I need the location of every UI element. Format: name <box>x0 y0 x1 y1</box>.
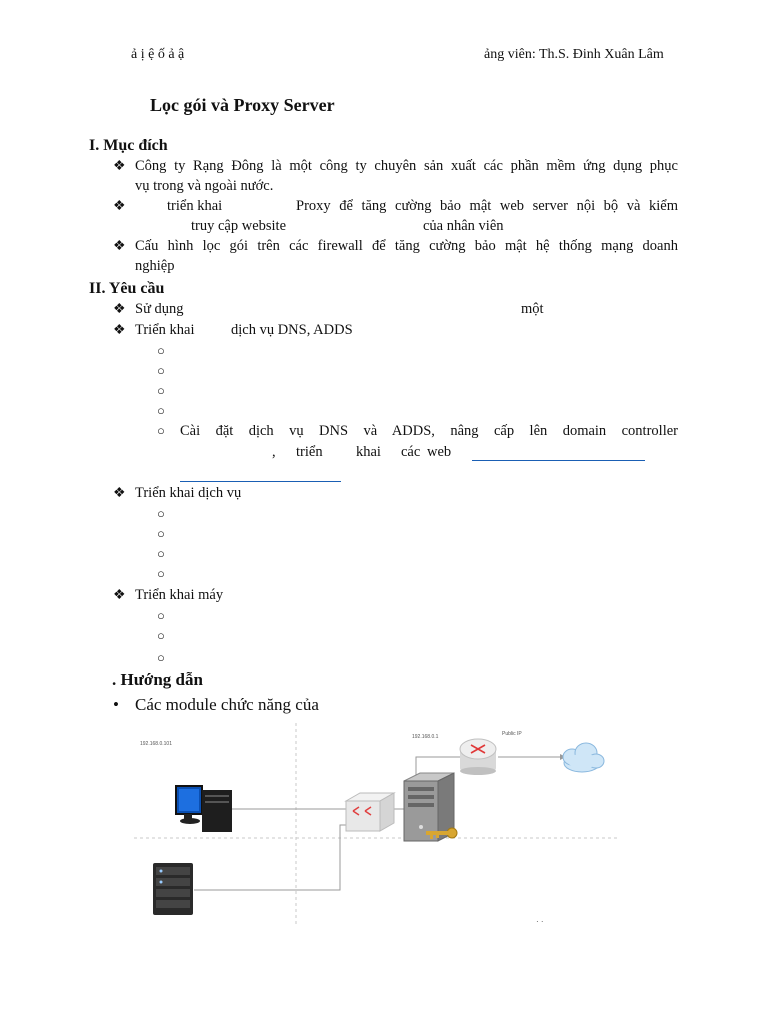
dns-sub-word-1: triển <box>296 444 323 460</box>
circle-bullet-icon: ○ <box>157 566 165 581</box>
rack-server-icon <box>153 863 193 915</box>
desktop-pc-icon <box>176 786 232 832</box>
section-3-bullet-text: Các module chức năng của <box>135 695 319 714</box>
network-diagram <box>120 715 640 935</box>
diamond-bullet-icon: ❖ <box>113 159 126 174</box>
circle-bullet-icon: ○ <box>157 363 165 378</box>
section-2-item-2-a: Triển khai <box>135 322 195 338</box>
hyperlink-underline[interactable] <box>472 460 645 461</box>
dns-sub-comma: , <box>272 444 276 460</box>
section-2-item-2-b: dịch vụ DNS, ADDS <box>231 322 353 338</box>
dns-sub-word-3: các <box>401 444 421 460</box>
header-right: ảng viên: Th.S. Đinh Xuân Lâm <box>484 47 664 62</box>
label-server-ip: 192.168.0.1 <box>412 734 439 740</box>
section-2-heading: II. Yêu cầu <box>89 280 165 297</box>
diamond-bullet-icon: ❖ <box>113 239 126 254</box>
section-1-heading: I. Mục đích <box>89 137 168 154</box>
section-2-item-4: Triển khai máy <box>135 587 224 603</box>
section-1-item-2-line-2-a: truy cập website <box>191 218 287 234</box>
circle-bullet-icon: ○ <box>157 526 165 541</box>
dns-sub-word-2: khai <box>356 444 381 460</box>
section-1-item-3-line-1: Cấu hình lọc gói trên các firewall để tăng cường bảo mật hệ thống mạng doanh <box>135 238 678 254</box>
circle-bullet-icon: ○ <box>157 628 165 643</box>
label-public-ip: Public IP <box>502 731 522 737</box>
section-1-item-1-line-2: vụ trong và ngoài nước. <box>135 178 274 194</box>
diamond-bullet-icon: ❖ <box>113 588 126 603</box>
circle-bullet-icon: ○ <box>157 423 165 438</box>
diamond-bullet-icon: ❖ <box>113 199 126 214</box>
section-2-item-1-a: Sử dụng <box>135 301 184 317</box>
internet-cloud-icon <box>563 743 604 772</box>
link-server-switch <box>194 825 350 890</box>
diamond-bullet-icon: ❖ <box>113 323 126 338</box>
proxy-firewall-server-icon <box>404 773 454 841</box>
label-client-ip: 192.168.0.101 <box>140 741 172 747</box>
dns-sub-word-4: web <box>427 444 452 460</box>
section-2-item-1-b: một <box>521 301 544 317</box>
diamond-bullet-icon: ❖ <box>113 302 126 317</box>
circle-bullet-icon: ○ <box>157 403 165 418</box>
circle-bullet-icon: ○ <box>157 343 165 358</box>
section-1-item-3-line-2: nghiệp <box>135 258 175 274</box>
dns-sub-line-1: Cài đặt dịch vụ DNS và ADDS, nâng cấp lên domain controller <box>180 423 678 439</box>
section-2-item-3: Triển khai dịch vụ <box>135 485 242 501</box>
router-icon <box>460 739 496 775</box>
round-bullet-icon: • <box>113 695 119 714</box>
circle-bullet-icon: ○ <box>157 546 165 561</box>
network-switch-icon <box>346 793 394 831</box>
section-1-item-2-line-2-b: của nhân viên <box>423 218 504 234</box>
section-1-item-2-part-b: Proxy để tăng cường bảo mật web server nội bộ và kiểm <box>296 198 678 214</box>
diamond-bullet-icon: ❖ <box>113 486 126 501</box>
circle-bullet-icon: ○ <box>157 506 165 521</box>
section-1-item-2-part-a: triển khai <box>167 198 223 214</box>
section-3-heading: . Hướng dẫn <box>112 670 203 689</box>
header-left: ả ị ệ ố ả ậ <box>131 47 185 62</box>
circle-bullet-icon: ○ <box>157 383 165 398</box>
circle-bullet-icon: ○ <box>157 608 165 623</box>
diagram-footer-mark: · · <box>536 917 544 926</box>
section-1-item-1-line-1: Công ty Rạng Đông là một công ty chuyên sản xuất các phần mềm ứng dụng phục <box>135 158 678 174</box>
hyperlink-underline[interactable] <box>180 481 341 482</box>
circle-bullet-icon: ○ <box>157 650 165 665</box>
document-title: Lọc gói và Proxy Server <box>150 95 335 115</box>
